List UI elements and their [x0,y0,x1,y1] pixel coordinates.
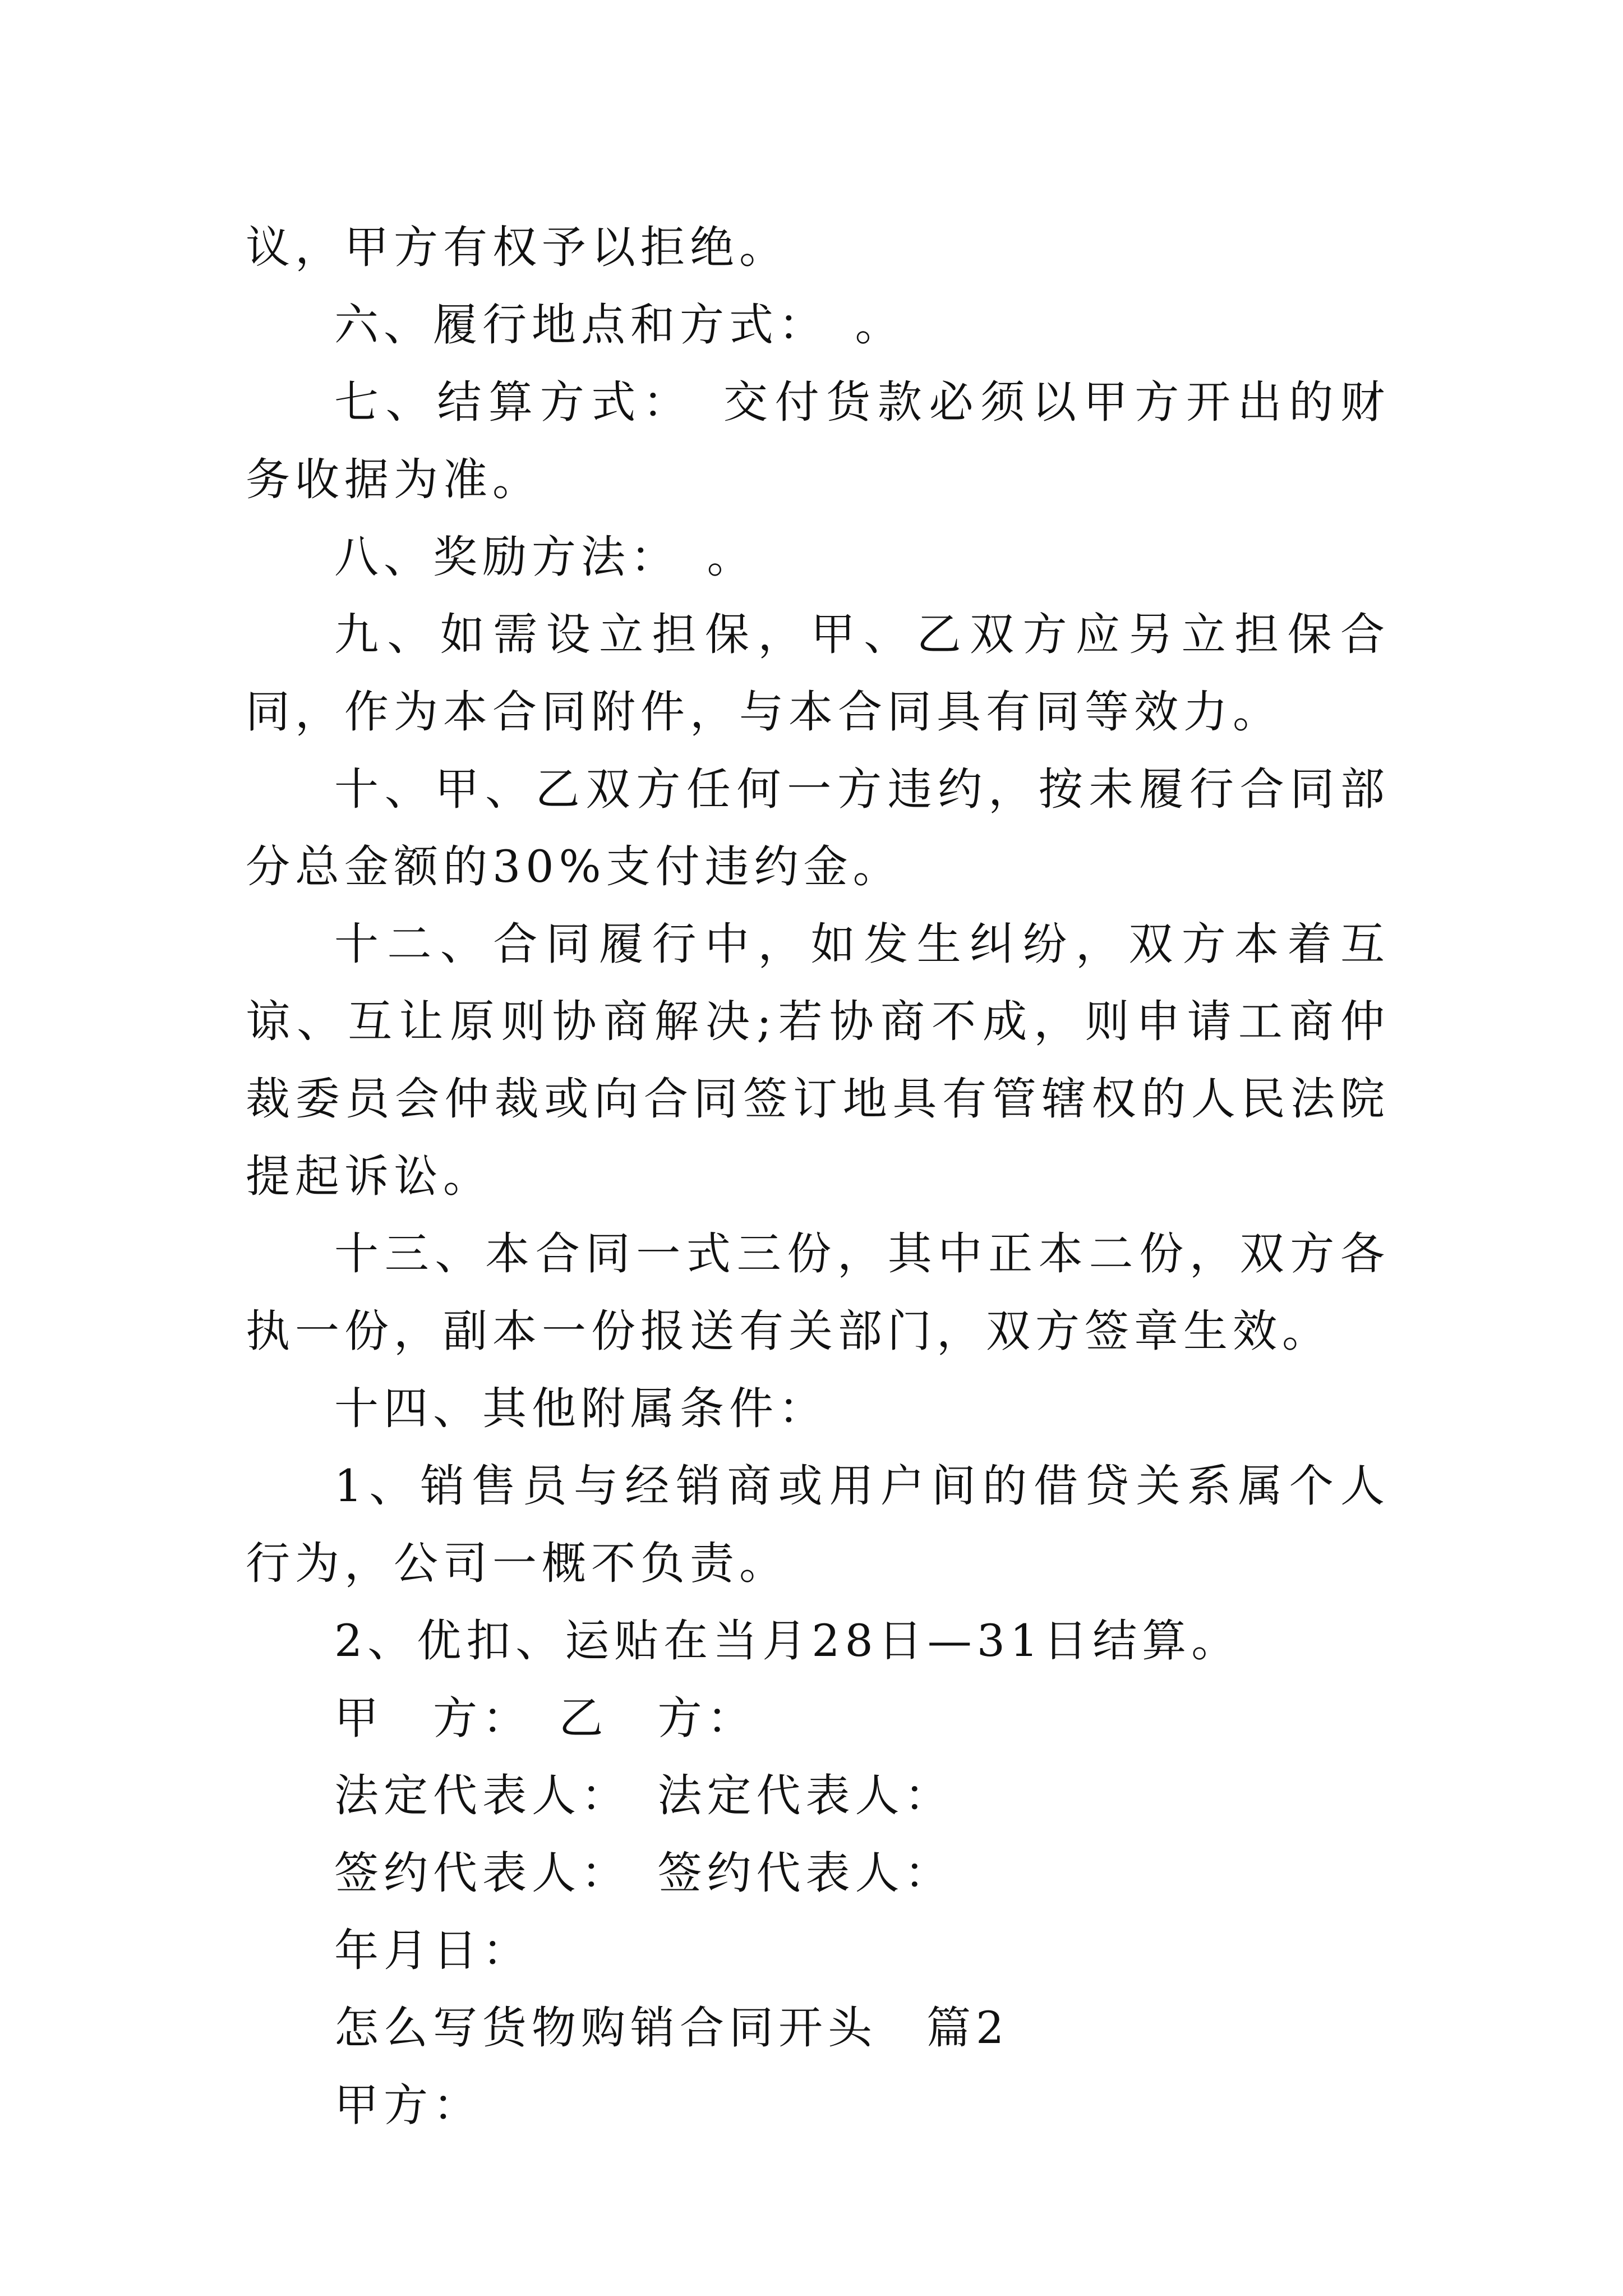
paragraph-continuation: 议，甲方有权予以拒绝。 [246,222,789,273]
party-a-label: 甲方： [334,2079,482,2131]
section-heading: 怎么写货物购销合同开头 篇2 [334,2002,1009,2054]
clause-7-settlement: 七、结算方式： 交付货款必须以甲方开出的财务收据为准。 [246,376,1390,505]
clause-9-guarantee: 九、如需设立担保，甲、乙双方应另立担保合同，作为本合同附件，与本合同具有同等效力。 [246,609,1390,738]
condition-2-settlement-date: 2、优扣、运贴在当月28日—31日结算。 [334,1615,1241,1667]
document-body [246,209,1390,2144]
date-label: 年月日： [334,1925,532,1976]
legal-representative-labels: 法定代表人： 法定代表人： [334,1770,954,1821]
clause-10-breach: 十、甲、乙双方任何一方违约，按未履行合同部分总金额的30%支付违约金。 [246,763,1390,892]
clause-14-other-conditions: 十四、其他附属条件： [334,1383,828,1434]
signing-representative-labels: 签约代表人： 签约代表人： [334,1847,954,1899]
clause-8-rewards: 八、奖励方法： 。 [334,531,757,583]
party-labels: 甲 方： 乙 方： [334,1692,757,1744]
clause-6-place-and-method: 六、履行地点和方式： 。 [334,299,905,351]
clause-13-copies: 十三、本合同一式三份，其中正本二份，双方各执一份，副本一份报送有关部门，双方签章生效。 [246,1228,1390,1357]
condition-1-lending: 1、销售员与经销商或用户间的借贷关系属个人行为，公司一概不负责。 [246,1460,1390,1589]
clause-12-disputes: 十二、合同履行中，如发生纠纷，双方本着互谅、互让原则协商解决;若协商不成，则申请工商仲裁委员会仲裁或向合同签订地具有管辖权的人民法院提起诉讼。 [246,918,1390,1202]
